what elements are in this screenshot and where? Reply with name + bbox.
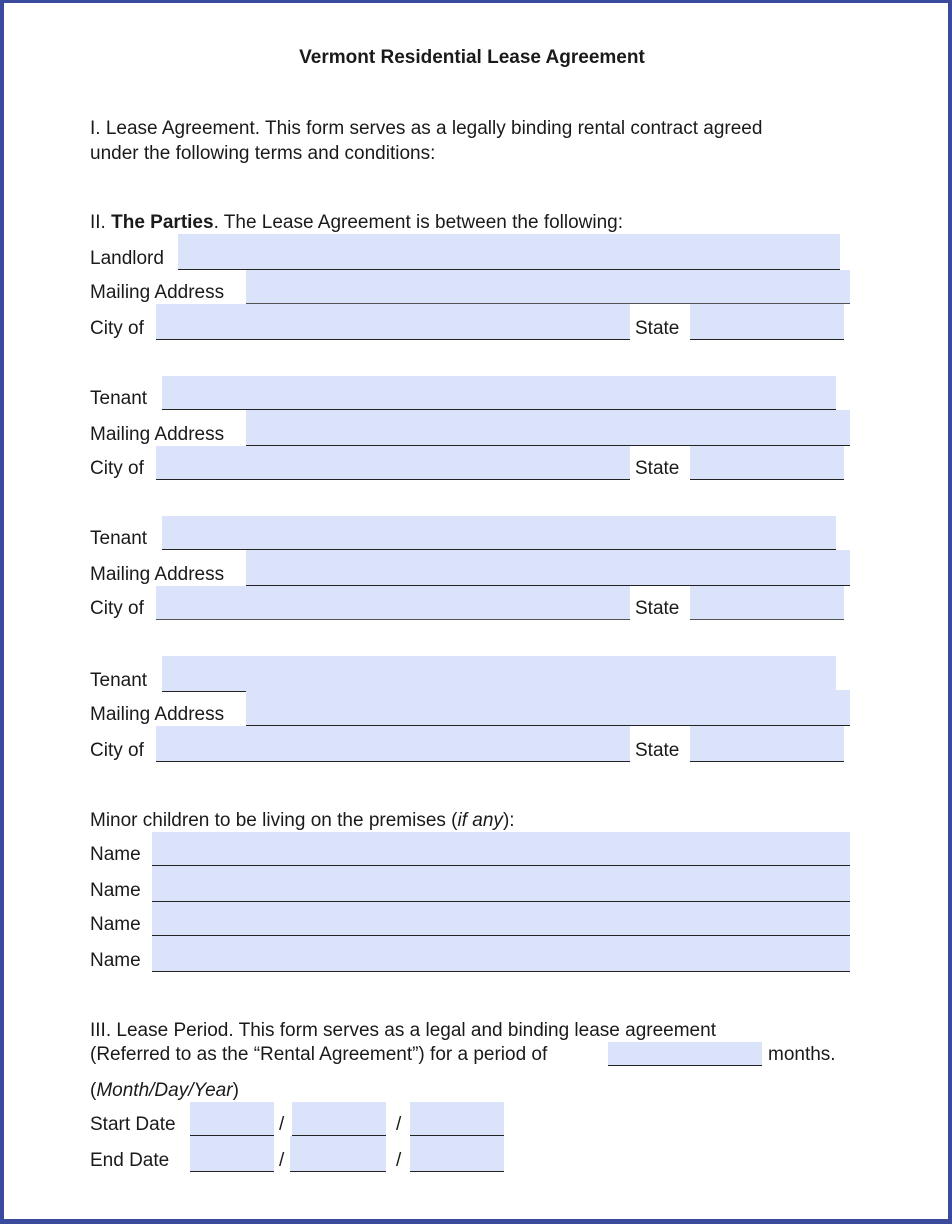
- document-title: Vermont Residential Lease Agreement: [299, 47, 645, 68]
- tenant-2-mailing-label: Mailing Address: [90, 564, 225, 585]
- tenant-1-city-label: City of: [90, 458, 144, 479]
- landlord-field[interactable]: [178, 234, 840, 270]
- section-3-heading: III. Lease Period.: [90, 1020, 234, 1041]
- minor-name-3-field[interactable]: [152, 902, 850, 936]
- minor-name-3-label: Name: [90, 914, 141, 935]
- tenant-3-city-label: City of: [90, 740, 144, 761]
- start-year-field[interactable]: [410, 1102, 504, 1136]
- landlord-state-field[interactable]: [690, 304, 844, 340]
- date-format-italic: Month/Day/Year: [96, 1080, 233, 1101]
- tenant-2-mailing-field[interactable]: [246, 550, 850, 586]
- date-format-open: (: [90, 1080, 97, 1101]
- landlord-label: Landlord: [90, 248, 164, 269]
- lease-months-field[interactable]: [608, 1042, 762, 1066]
- tenant-1-state-field[interactable]: [690, 446, 844, 480]
- start-separator-2: /: [396, 1114, 402, 1135]
- end-month-field[interactable]: [190, 1136, 274, 1172]
- tenant-2-city-field[interactable]: [156, 586, 630, 620]
- minor-name-2-label: Name: [90, 880, 141, 901]
- end-day-field[interactable]: [290, 1136, 386, 1172]
- end-separator-1: /: [279, 1150, 285, 1171]
- tenant-3-label: Tenant: [90, 670, 148, 691]
- landlord-state-label: State: [635, 318, 680, 339]
- start-date-label: Start Date: [90, 1114, 176, 1135]
- tenant-2-state-label: State: [635, 598, 680, 619]
- section-3-text-2: (Referred to as the “Rental Agreement”) for a period of: [90, 1044, 548, 1065]
- start-day-field[interactable]: [292, 1102, 386, 1136]
- minor-children-heading: [90, 810, 515, 832]
- tenant-3-mailing-field[interactable]: [246, 690, 850, 726]
- landlord-city-label: City of: [90, 318, 144, 339]
- section-1-text-2: under the following terms and conditions:: [90, 143, 436, 164]
- landlord-city-field[interactable]: [156, 304, 630, 340]
- landlord-mailing-label: Mailing Address: [90, 282, 225, 303]
- tenant-2-city-label: City of: [90, 598, 144, 619]
- end-year-field[interactable]: [410, 1136, 504, 1172]
- tenant-1-state-label: State: [635, 458, 680, 479]
- tenant-1-city-field[interactable]: [156, 446, 630, 480]
- minor-name-4-label: Name: [90, 950, 141, 971]
- tenant-2-label: Tenant: [90, 528, 148, 549]
- section-2-heading-rest: . The Lease Agreement is between the following:: [213, 212, 624, 233]
- minor-name-2-field[interactable]: [152, 866, 850, 902]
- section-1-heading: I. Lease Agreement.: [90, 118, 261, 139]
- minor-suffix: ):: [502, 810, 515, 831]
- tenant-2-field[interactable]: [162, 516, 836, 550]
- tenant-1-field[interactable]: [162, 376, 836, 410]
- section-3-text-1: This form serves as a legal and binding lease agreement: [233, 1020, 716, 1041]
- minor-italic: if any: [457, 810, 503, 831]
- months-label: months.: [768, 1044, 836, 1065]
- tenant-3-state-label: State: [635, 740, 680, 761]
- tenant-3-city-field[interactable]: [156, 726, 630, 762]
- tenant-1-mailing-field[interactable]: [246, 410, 850, 446]
- end-separator-2: /: [396, 1150, 402, 1171]
- minor-name-1-field[interactable]: [152, 832, 850, 866]
- section-2-heading: [90, 212, 623, 234]
- tenant-3-state-field[interactable]: [690, 726, 844, 762]
- section-1-text-1: This form serves as a legally binding rental contract agreed: [260, 118, 763, 139]
- section-2-number: II.: [90, 212, 112, 233]
- tenant-1-label: Tenant: [90, 388, 148, 409]
- tenant-3-field[interactable]: [162, 656, 836, 692]
- minor-name-4-field[interactable]: [152, 936, 850, 972]
- minor-name-1-label: Name: [90, 844, 141, 865]
- landlord-mailing-field[interactable]: [246, 270, 850, 304]
- date-format-label: [90, 1080, 239, 1102]
- end-date-label: End Date: [90, 1150, 170, 1171]
- tenant-2-state-field[interactable]: [690, 586, 844, 620]
- minor-prefix: Minor children to be living on the premises (: [90, 810, 458, 831]
- tenant-1-mailing-label: Mailing Address: [90, 424, 225, 445]
- start-month-field[interactable]: [190, 1102, 274, 1136]
- section-1-line-1: [90, 118, 762, 140]
- section-2-heading-bold: The Parties: [111, 212, 214, 233]
- date-format-close: ): [232, 1080, 239, 1101]
- start-separator-1: /: [279, 1114, 285, 1135]
- tenant-3-mailing-label: Mailing Address: [90, 704, 225, 725]
- section-3-line-1: [90, 1020, 716, 1042]
